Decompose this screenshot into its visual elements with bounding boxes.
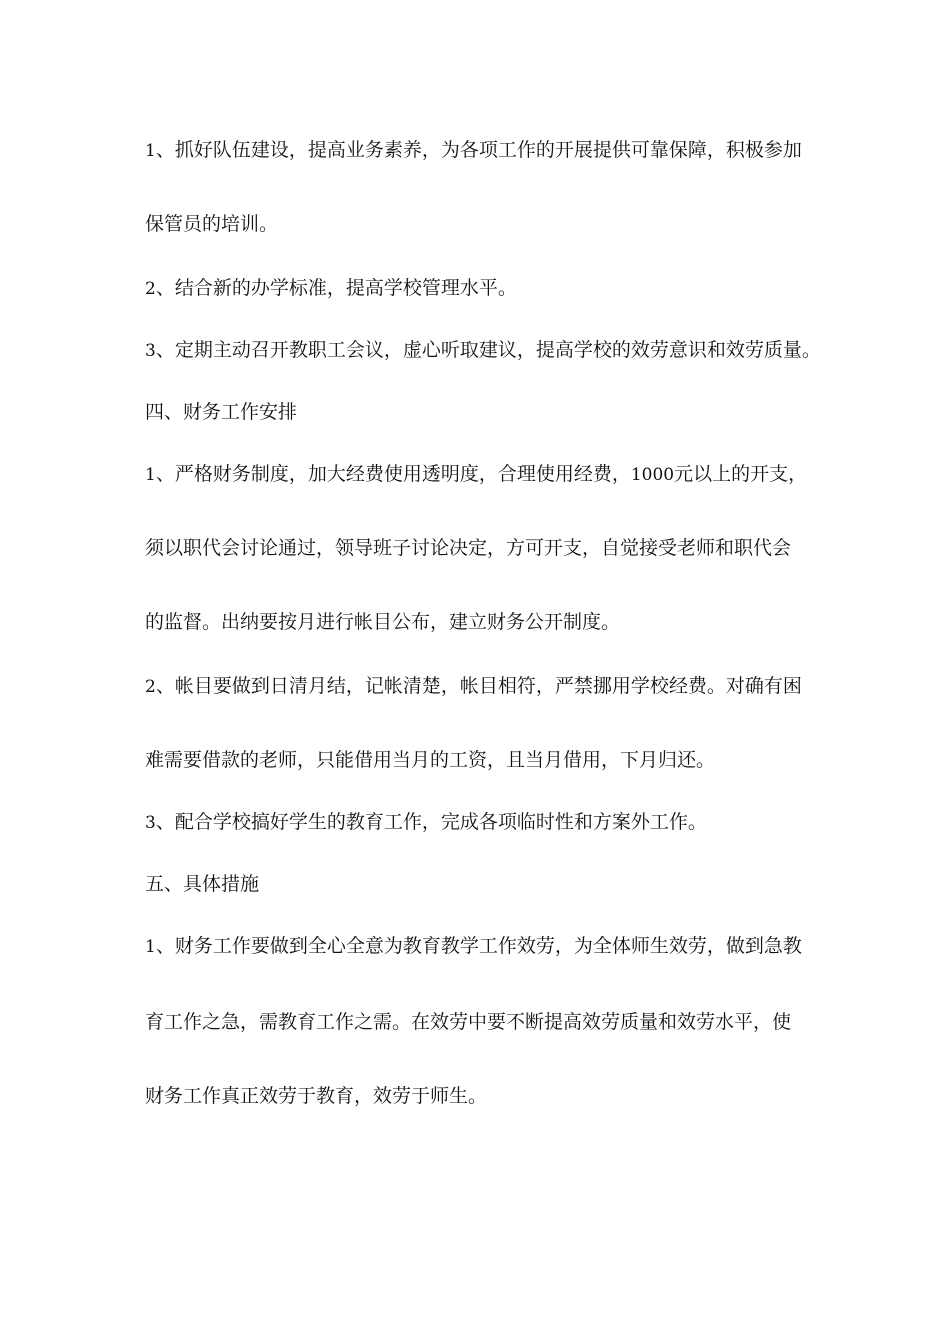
item-number: 1 xyxy=(145,465,156,485)
paragraph-line xyxy=(145,212,845,236)
line-text: 难需要借款的老师，只能借用当月的工资，且当月借用，下月归还。 xyxy=(145,749,716,771)
item-number: 3 xyxy=(145,341,156,361)
item-number: 1 xyxy=(145,937,156,957)
item-number: 2 xyxy=(145,677,156,697)
line-text: 元以上的开支， xyxy=(674,463,808,485)
line-text: 、帐目要做到日清月结，记帐清楚，帐目相符，严禁挪用学校经费。对确有困 xyxy=(155,675,802,697)
paragraph-line xyxy=(145,610,845,634)
item-number: 1 xyxy=(145,141,156,161)
paragraph-line xyxy=(145,674,845,699)
line-text: 须以职代会讨论通过，领导班子讨论决定，方可开支，自觉接受老师和职代会 xyxy=(145,537,792,559)
paragraph-line xyxy=(145,338,845,363)
paragraph-line xyxy=(145,810,845,835)
paragraph-line xyxy=(145,276,845,301)
line-text: 、配合学校搞好学生的教育工作，完成各项临时性和方案外工作。 xyxy=(155,811,707,833)
paragraph-line xyxy=(145,138,845,163)
heading-text: 四、财务工作安排 xyxy=(145,401,298,423)
paragraph-line xyxy=(145,1084,845,1108)
line-text: 育工作之急，需教育工作之需。在效劳中要不断提高效劳质量和效劳水平，使 xyxy=(145,1011,792,1033)
paragraph-line xyxy=(145,748,845,772)
line-text: 、抓好队伍建设，提高业务素养，为各项工作的开展提供可靠保障，积极参加 xyxy=(155,139,802,161)
item-number: 2 xyxy=(145,279,156,299)
line-text: 、财务工作要做到全心全意为教育教学工作效劳，为全体师生效劳，做到急教 xyxy=(155,935,802,957)
paragraph-line xyxy=(145,934,845,959)
line-text: 的监督。出纳要按月进行帐目公布，建立财务公开制度。 xyxy=(145,611,621,633)
item-number: 3 xyxy=(145,813,156,833)
section-heading xyxy=(145,872,845,896)
line-text: 保管员的培训。 xyxy=(145,213,279,235)
line-text: 财务工作真正效劳于教育，效劳于师生。 xyxy=(145,1085,488,1107)
paragraph-line xyxy=(145,462,845,487)
line-text: 、定期主动召开教职工会议，虚心听取建议，提高学校的效劳意识和效劳质量。 xyxy=(155,339,821,361)
amount-number: 1000 xyxy=(630,465,675,485)
section-heading xyxy=(145,400,845,424)
paragraph-line xyxy=(145,1010,845,1034)
paragraph-line xyxy=(145,536,845,560)
line-text: 、严格财务制度，加大经费使用透明度，合理使用经费， xyxy=(155,463,631,485)
heading-text: 五、具体措施 xyxy=(145,873,260,895)
line-text: 、结合新的办学标准，提高学校管理水平。 xyxy=(155,277,517,299)
